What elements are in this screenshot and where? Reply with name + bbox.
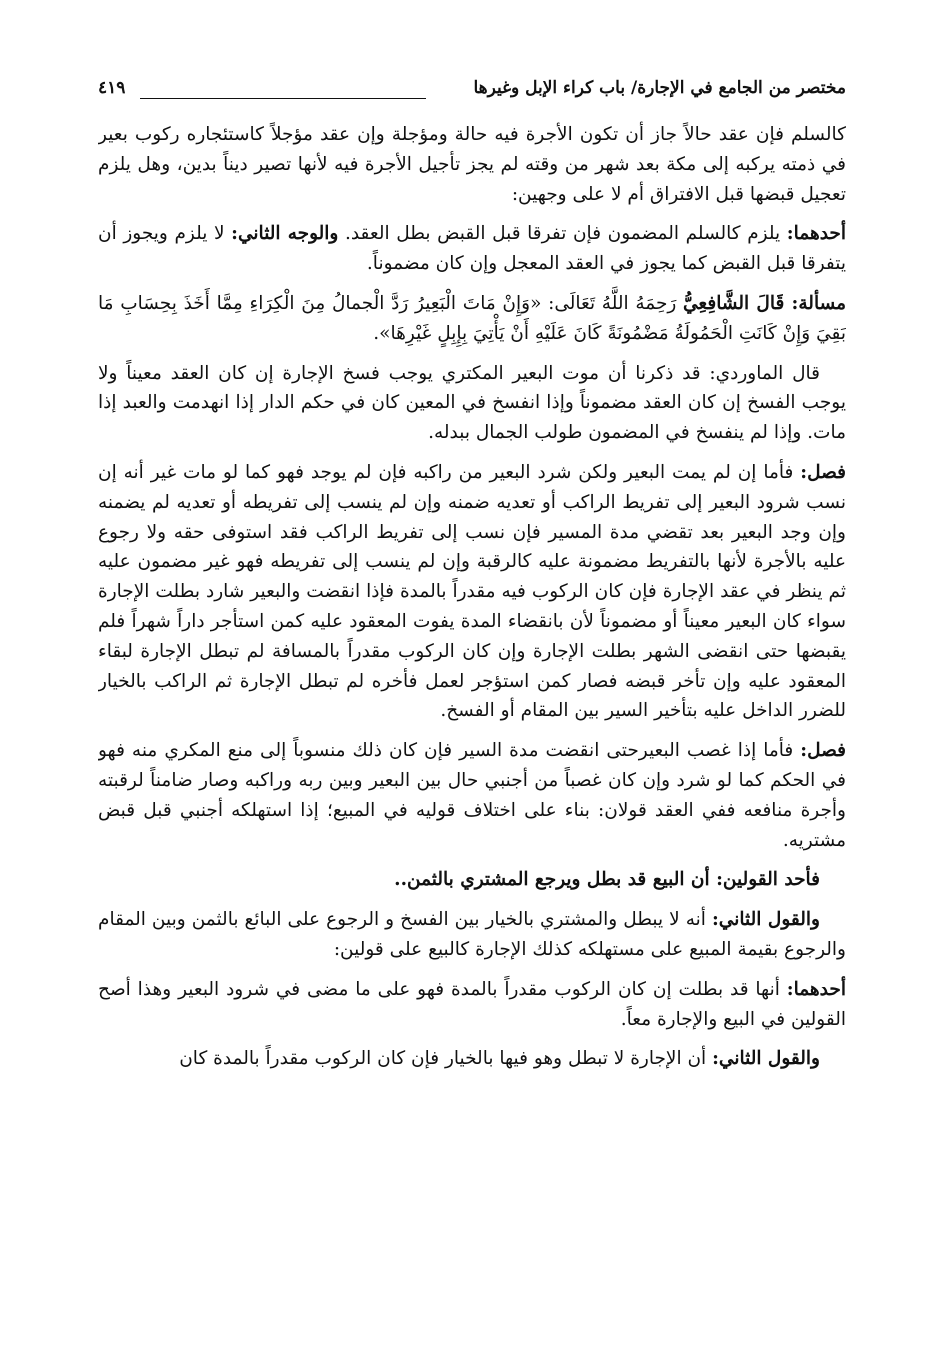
paragraph-text-2: لا يلزم ويجوز أن يتفرقا قبل القبض كما يجوز في العقد المعجل وإن كان مضموناً.: [98, 223, 846, 275]
paragraph-text: يلزم كالسلم المضمون فإن تفرقا قبل القبض بطل العقد.: [344, 223, 781, 245]
paragraph-text: كالسلم فإن عقد حالاً جاز أن تكون الأجرة فيه حالة ومؤجلة وإن عقد مؤجلاً كاستئجاره ركوب بعير في ذمته يركبه إلى مكة بعد شهر من وقته لم يجز تأجيل الأجرة فيه لأنها تصير ديناً بدين، وهل يلزم تعجيل قبضها قبل الافتراق أم لا على وجهين:: [98, 124, 846, 205]
paragraph-7: [98, 865, 846, 895]
paragraph-lead: والقول الثاني:: [712, 1048, 820, 1070]
page-body: [98, 120, 846, 1335]
paragraph-lead: أحدهما:: [786, 978, 846, 1000]
paragraph-lead: فصل:: [800, 740, 846, 762]
paragraph-text: فأما إن لم يمت البعير ولكن شرد البعير من راكبه فإن لم يوجد فهو كما لو مات غير أنه إن نسب شرود البعير إلى تفريط الراكب أو تعديه ضمنه وإن لم ينسب إلى تفريطه أو تعديه لم يضمنه وإن وجد البعير بعد تقضي مدة المسير فإن نسب إلى تفريط الراكب فقد استوفى حقه ولا رجوع عليه بالأجرة لأنها بالتفريط مضمونة عليه كالرقبة وإن لم ينسب إلى تفريطه فهو غير مضمون عليه ثم ينظر في عقد الإجارة فإن كان الركوب فيه مقدراً بالمدة فإذا انقضت والبعير شارد بطلت الإجارة سواء كان البعير معيناً أو مضموناً لأن بانقضاء المدة يفوت المعقود عليه كمن استأجر داراً شهراً فلم يقبضها حتى انقضى الشهر بطلت الإجارة وإن كان الركوب مقدراً بالمسافة لم تبطل الإجارة لبقاء المعقود عليه وإن تأخر قبضه فصار كمن استؤجر لعمل فأخره لم تبطل الإجارة ثم الراكب بالخيار للضرر الداخل عليه بتأخير السير بين المقام أو الفسخ.: [98, 461, 846, 722]
paragraph-text: رَحِمَهُ اللَّهُ تَعَالَى: «وَإِنْ مَاتَ الْبَعِيرُ رَدَّ الْجمالُ مِنَ الْكِرَاءِ مِمَّا أَخَذَ بِحِسَابِ مَا بَقِيَ وَإِنْ كَانَتِ الْحَمُولَةُ مَضْمُونَةً كَانَ عَلَيْهِ أَنْ يَأْتِيَ بِإِبِلٍ غَيْرِهَا».: [98, 292, 846, 344]
paragraph-lead: فصل:: [800, 461, 846, 483]
paragraph-text: أن الإجارة لا تبطل وهو فيها بالخيار فإن كان الركوب مقدراً بالمدة كان: [179, 1048, 707, 1070]
paragraph-5: [98, 458, 846, 726]
header-rule: [140, 98, 426, 99]
paragraph-lead-2: والوجه الثاني:: [231, 223, 339, 245]
paragraph-8: [98, 905, 846, 965]
paragraph-6: [98, 736, 846, 855]
paragraph-4: [98, 359, 846, 448]
paragraph-1: [98, 120, 846, 209]
paragraph-lead: فأحد القولين: أن البيع قد بطل ويرجع المشتري بالثمن..: [394, 869, 820, 891]
page-number: ٤١٩: [98, 78, 126, 98]
paragraph-text: فأما إذا غصب البعيرحتى انقضت مدة السير فإن كان ذلك منسوباً إلى منع المكري منه فهو في الحكم كما لو شرد وإن كان غصباً من أجنبي حال بين البعير وبين ربه وراكبه وصار ضامناً لرقبته وأجرة منافعه ففي العقد قولان: بناء على اختلاف قوليه في المبيع؛ إذا استهلكه أجنبي قبل قبض مشتريه.: [98, 740, 846, 851]
paragraph-text: أنه لا يبطل والمشتري بالخيار بين الفسخ و الرجوع على البائع بالثمن وبين المقام والرجوع بقيمة المبيع على مستهلكه كذلك الإجارة كالبيع على قولين:: [98, 909, 846, 960]
paragraph-10: [98, 1044, 846, 1074]
paragraph-2: [98, 219, 846, 279]
paragraph-text: قال الماوردي: قد ذكرنا أن موت البعير المكتري يوجب فسخ الإجارة إن كان العقد معيناً ولا يوجب الفسخ إن كان العقد مضموناً وإذا انفسخ في المعين كان في حكم الدار إذا انهدمت والعبد إذا مات. وإذا لم ينفسخ في المضمون طولب الجمال ببدله.: [98, 362, 846, 444]
paragraph-lead: أحدهما:: [786, 223, 846, 245]
paragraph-lead: مسألة: قَالَ الشَّافِعِيُّ: [683, 292, 846, 314]
paragraph-3: [98, 289, 846, 349]
paragraph-lead: والقول الثاني:: [711, 909, 820, 931]
page-header: [98, 70, 846, 110]
paragraph-9: [98, 975, 846, 1035]
running-title: مختصر من الجامع في الإجارة/ باب كراء الإبل وغيرها: [473, 78, 846, 98]
paragraph-text: أنها قد بطلت إن كان الركوب مقدراً بالمدة فهو على ما مضى في شرود البعير وهذا أصح القولين في البيع والإجارة معاً.: [98, 978, 846, 1030]
